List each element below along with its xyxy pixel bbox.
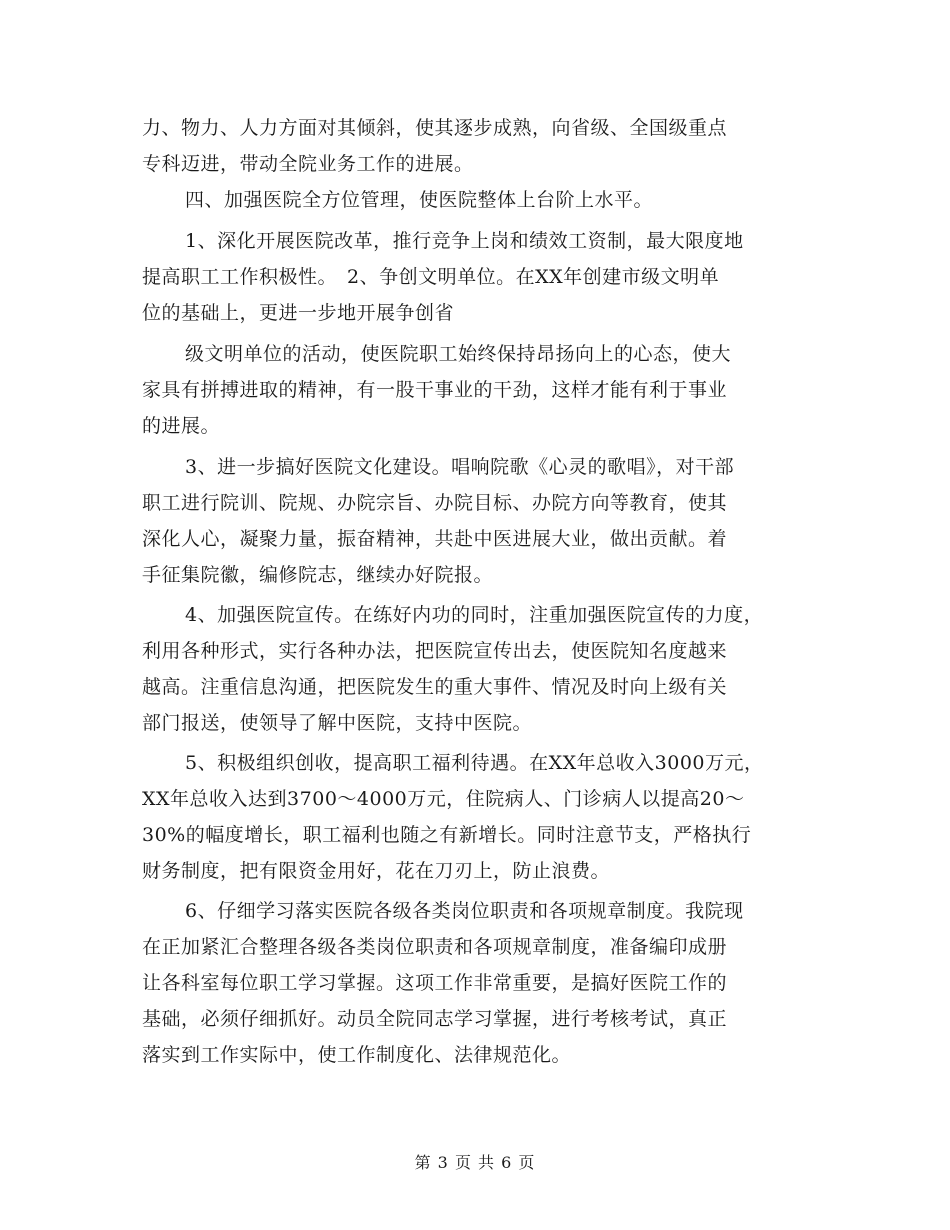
- text-line: 提高职工工作积极性。 2、争创文明单位。在XX年创建市级文明单: [142, 266, 720, 288]
- text-line: 部门报送，使领导了解中医院，支持中医院。: [142, 712, 533, 734]
- text-line: 财务制度，把有限资金用好，花在刀刃上，防止浪费。: [142, 860, 611, 882]
- text-line: 3、进一步搞好医院文化建设。唱响院歌《心灵的歌唱》，对干部: [185, 456, 735, 478]
- text-line: 落实到工作实际中，使工作制度化、法律规范化。: [142, 1044, 572, 1066]
- text-line: 6、仔细学习落实医院各级各类岗位职责和各项规章制度。我院现: [185, 900, 744, 922]
- text-line: 家具有拼搏进取的精神，有一股干事业的干劲，这样才能有利于事业: [142, 379, 728, 401]
- text-line: 位的基础上，更进一步地开展争创省: [142, 302, 455, 324]
- text-line: 专科迈进，带动全院业务工作的进展。: [142, 153, 474, 175]
- text-line: 利用各种形式，实行各种办法，把医院宣传出去，使医院知名度越来: [142, 640, 728, 662]
- text-line: XX年总收入达到3700～4000万元，住院病人、门诊病人以提高20～: [142, 788, 745, 810]
- text-line: 让各科室每位职工学习掌握。这项工作非常重要，是搞好医院工作的: [142, 972, 728, 994]
- text-line: 职工进行院训、院规、办院宗旨、办院目标、办院方向等教育，使其: [142, 492, 728, 514]
- text-line: 力、物力、人力方面对其倾斜，使其逐步成熟，向省级、全国级重点: [142, 117, 728, 139]
- text-line: 的进展。: [142, 415, 221, 437]
- text-line: 5、积极组织创收，提高职工福利待遇。在XX年总收入3000万元，: [185, 752, 764, 774]
- text-line: 30%的幅度增长，职工福利也随之有新增长。同时注意节支，严格执行: [142, 824, 752, 846]
- text-line: 4、加强医院宣传。在练好内功的同时，注重加强医院宣传的力度，: [185, 604, 764, 626]
- text-line: 级文明单位的活动，使医院职工始终保持昂扬向上的心态，使大: [185, 343, 732, 365]
- text-line: 基础，必须仔细抓好。动员全院同志学习掌握，进行考核考试，真正: [142, 1008, 728, 1030]
- text-line: 手征集院徽，编修院志，继续办好院报。: [142, 564, 494, 586]
- text-line: 深化人心，凝聚力量，振奋精神，共赴中医进展大业，做出贡献。着: [142, 528, 728, 550]
- section-heading: 四、加强医院全方位管理，使医院整体上台阶上水平。: [185, 189, 654, 211]
- page-number-footer: 第 3 页 共 6 页: [414, 1153, 536, 1172]
- text-line: 越高。注重信息沟通，把医院发生的重大事件、情况及时向上级有关: [142, 676, 728, 698]
- text-line: 1、深化开展医院改革，推行竞争上岗和绩效工资制，最大限度地: [185, 230, 744, 252]
- text-line: 在正加紧汇合整理各级各类岗位职责和各项规章制度，准备编印成册: [142, 936, 728, 958]
